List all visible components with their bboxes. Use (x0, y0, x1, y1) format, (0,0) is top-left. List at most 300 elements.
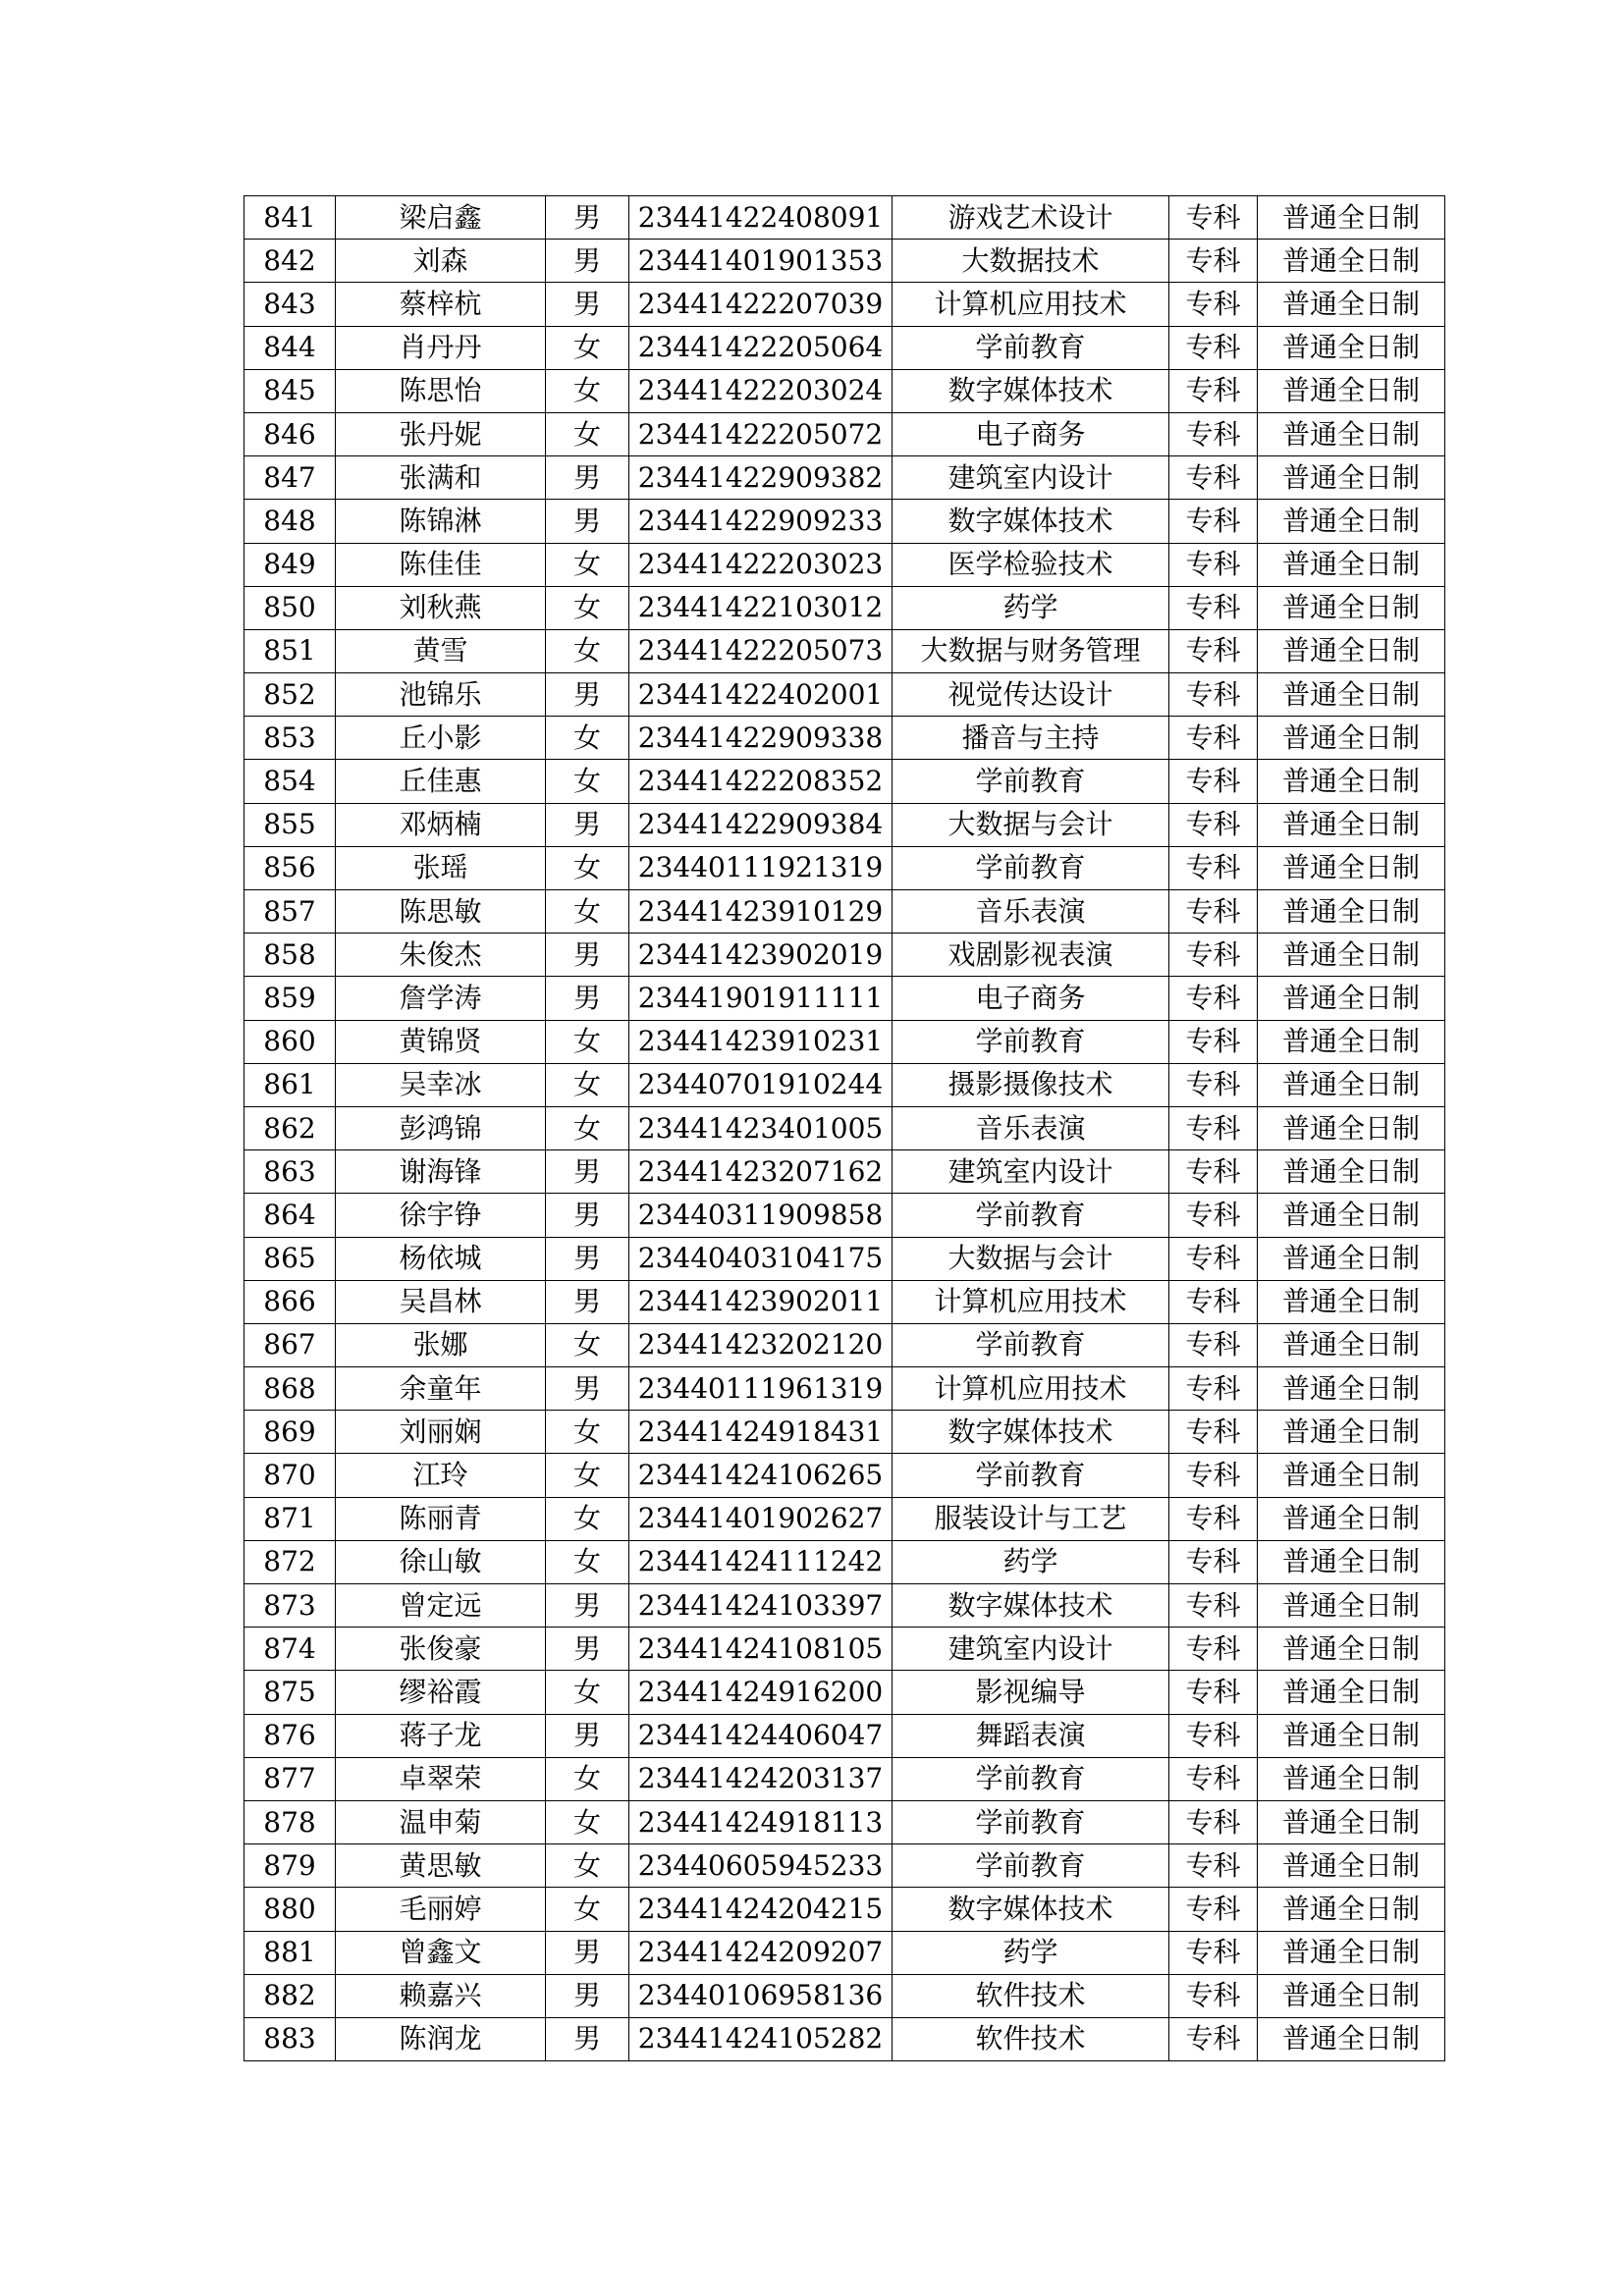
cell-level: 专科 (1169, 1020, 1258, 1063)
cell-gender: 男 (546, 500, 629, 543)
cell-gender: 男 (546, 1714, 629, 1757)
cell-student-name: 陈丽青 (336, 1497, 546, 1540)
cell-gender: 男 (546, 1584, 629, 1628)
cell-seq-no: 855 (244, 803, 336, 846)
cell-study-mode: 普通全日制 (1258, 1280, 1445, 1323)
cell-study-mode: 普通全日制 (1258, 1063, 1445, 1106)
table-row (244, 1671, 1445, 1714)
cell-student-name: 蔡梓杭 (336, 283, 546, 326)
table-row (244, 760, 1445, 803)
cell-major: 建筑室内设计 (893, 456, 1169, 500)
cell-gender: 女 (546, 717, 629, 760)
cell-major: 数字媒体技术 (893, 500, 1169, 543)
cell-exam-id: 23441423401005 (629, 1106, 893, 1149)
cell-seq-no: 875 (244, 1671, 336, 1714)
cell-seq-no: 866 (244, 1280, 336, 1323)
cell-gender: 男 (546, 1237, 629, 1280)
cell-student-name: 张俊豪 (336, 1628, 546, 1671)
cell-student-name: 卓翠荣 (336, 1757, 546, 1800)
table-row (244, 803, 1445, 846)
cell-seq-no: 876 (244, 1714, 336, 1757)
cell-study-mode: 普通全日制 (1258, 1367, 1445, 1411)
cell-level: 专科 (1169, 240, 1258, 283)
cell-gender: 男 (546, 1150, 629, 1194)
table-row (244, 412, 1445, 455)
cell-seq-no: 858 (244, 934, 336, 977)
cell-major: 学前教育 (893, 326, 1169, 369)
cell-gender: 女 (546, 1497, 629, 1540)
table-row (244, 1106, 1445, 1149)
cell-seq-no: 869 (244, 1411, 336, 1454)
cell-major: 影视编导 (893, 1671, 1169, 1714)
cell-seq-no: 845 (244, 369, 336, 412)
cell-major: 电子商务 (893, 977, 1169, 1020)
cell-exam-id: 23441422103012 (629, 586, 893, 629)
cell-student-name: 陈思怡 (336, 369, 546, 412)
cell-major: 大数据技术 (893, 240, 1169, 283)
cell-student-name: 吴幸冰 (336, 1063, 546, 1106)
cell-exam-id: 23441424209207 (629, 1931, 893, 1974)
cell-gender: 男 (546, 1280, 629, 1323)
cell-major: 医学检验技术 (893, 543, 1169, 586)
table-row (244, 1800, 1445, 1843)
cell-major: 音乐表演 (893, 890, 1169, 934)
cell-major: 学前教育 (893, 1020, 1169, 1063)
cell-study-mode: 普通全日制 (1258, 629, 1445, 672)
cell-exam-id: 23441422402001 (629, 673, 893, 717)
cell-study-mode: 普通全日制 (1258, 1628, 1445, 1671)
cell-exam-id: 23441424111242 (629, 1540, 893, 1583)
cell-study-mode: 普通全日制 (1258, 586, 1445, 629)
cell-level: 专科 (1169, 977, 1258, 1020)
cell-major: 软件技术 (893, 1974, 1169, 2017)
cell-seq-no: 860 (244, 1020, 336, 1063)
cell-level: 专科 (1169, 1757, 1258, 1800)
cell-level: 专科 (1169, 1974, 1258, 2017)
cell-exam-id: 23441424103397 (629, 1584, 893, 1628)
cell-major: 数字媒体技术 (893, 1584, 1169, 1628)
cell-exam-id: 23441424918431 (629, 1411, 893, 1454)
cell-gender: 女 (546, 326, 629, 369)
cell-study-mode: 普通全日制 (1258, 1497, 1445, 1540)
cell-study-mode: 普通全日制 (1258, 846, 1445, 889)
cell-student-name: 杨依城 (336, 1237, 546, 1280)
cell-level: 专科 (1169, 629, 1258, 672)
cell-exam-id: 23441424406047 (629, 1714, 893, 1757)
cell-exam-id: 23441422909382 (629, 456, 893, 500)
cell-level: 专科 (1169, 543, 1258, 586)
cell-gender: 男 (546, 240, 629, 283)
cell-study-mode: 普通全日制 (1258, 543, 1445, 586)
cell-seq-no: 847 (244, 456, 336, 500)
cell-exam-id: 23441422205073 (629, 629, 893, 672)
cell-exam-id: 23440106958136 (629, 1974, 893, 2017)
table-row (244, 977, 1445, 1020)
cell-level: 专科 (1169, 1714, 1258, 1757)
cell-exam-id: 23441901911111 (629, 977, 893, 1020)
cell-exam-id: 23441424918113 (629, 1800, 893, 1843)
cell-level: 专科 (1169, 890, 1258, 934)
cell-study-mode: 普通全日制 (1258, 673, 1445, 717)
cell-exam-id: 23441424916200 (629, 1671, 893, 1714)
cell-exam-id: 23441423207162 (629, 1150, 893, 1194)
cell-level: 专科 (1169, 412, 1258, 455)
cell-exam-id: 23441423902011 (629, 1280, 893, 1323)
cell-study-mode: 普通全日制 (1258, 1888, 1445, 1931)
cell-study-mode: 普通全日制 (1258, 2017, 1445, 2060)
table-row (244, 1757, 1445, 1800)
cell-student-name: 陈锦淋 (336, 500, 546, 543)
cell-seq-no: 864 (244, 1194, 336, 1237)
cell-student-name: 张娜 (336, 1323, 546, 1366)
student-roster-table (244, 195, 1445, 2061)
cell-exam-id: 23441422203024 (629, 369, 893, 412)
cell-exam-id: 23441422208352 (629, 760, 893, 803)
cell-major: 学前教育 (893, 1844, 1169, 1888)
cell-study-mode: 普通全日制 (1258, 1757, 1445, 1800)
cell-seq-no: 872 (244, 1540, 336, 1583)
cell-seq-no: 856 (244, 846, 336, 889)
cell-exam-id: 23441422909384 (629, 803, 893, 846)
cell-student-name: 温申菊 (336, 1800, 546, 1843)
cell-seq-no: 863 (244, 1150, 336, 1194)
cell-major: 服装设计与工艺 (893, 1497, 1169, 1540)
cell-gender: 女 (546, 1106, 629, 1149)
cell-student-name: 曾鑫文 (336, 1931, 546, 1974)
cell-major: 视觉传达设计 (893, 673, 1169, 717)
cell-major: 舞蹈表演 (893, 1714, 1169, 1757)
cell-level: 专科 (1169, 760, 1258, 803)
cell-gender: 男 (546, 1628, 629, 1671)
cell-major: 数字媒体技术 (893, 1888, 1169, 1931)
table-row (244, 1237, 1445, 1280)
table-row (244, 1020, 1445, 1063)
table-row (244, 1844, 1445, 1888)
table-row (244, 1497, 1445, 1540)
cell-study-mode: 普通全日制 (1258, 1584, 1445, 1628)
cell-seq-no: 877 (244, 1757, 336, 1800)
cell-exam-id: 23441422207039 (629, 283, 893, 326)
cell-exam-id: 23441422408091 (629, 196, 893, 240)
cell-study-mode: 普通全日制 (1258, 1931, 1445, 1974)
cell-level: 专科 (1169, 717, 1258, 760)
cell-major: 计算机应用技术 (893, 1367, 1169, 1411)
cell-gender: 女 (546, 1671, 629, 1714)
cell-major: 学前教育 (893, 1800, 1169, 1843)
cell-student-name: 蒋子龙 (336, 1714, 546, 1757)
cell-level: 专科 (1169, 1888, 1258, 1931)
cell-seq-no: 881 (244, 1931, 336, 1974)
cell-major: 学前教育 (893, 1757, 1169, 1800)
cell-student-name: 谢海锋 (336, 1150, 546, 1194)
cell-level: 专科 (1169, 586, 1258, 629)
table-row (244, 369, 1445, 412)
cell-student-name: 徐山敏 (336, 1540, 546, 1583)
table-row (244, 586, 1445, 629)
cell-exam-id: 23440605945233 (629, 1844, 893, 1888)
table-row (244, 1931, 1445, 1974)
cell-gender: 女 (546, 1844, 629, 1888)
cell-level: 专科 (1169, 1671, 1258, 1714)
cell-gender: 女 (546, 586, 629, 629)
cell-seq-no: 846 (244, 412, 336, 455)
cell-major: 药学 (893, 1540, 1169, 1583)
table-row (244, 240, 1445, 283)
cell-level: 专科 (1169, 1323, 1258, 1366)
cell-student-name: 梁启鑫 (336, 196, 546, 240)
table-row (244, 629, 1445, 672)
cell-seq-no: 879 (244, 1844, 336, 1888)
cell-major: 摄影摄像技术 (893, 1063, 1169, 1106)
cell-level: 专科 (1169, 500, 1258, 543)
cell-major: 数字媒体技术 (893, 369, 1169, 412)
cell-exam-id: 23441423910129 (629, 890, 893, 934)
table-row (244, 543, 1445, 586)
cell-student-name: 徐宇铮 (336, 1194, 546, 1237)
cell-study-mode: 普通全日制 (1258, 1323, 1445, 1366)
cell-study-mode: 普通全日制 (1258, 1454, 1445, 1497)
cell-gender: 女 (546, 1063, 629, 1106)
table-row (244, 283, 1445, 326)
cell-gender: 女 (546, 1540, 629, 1583)
cell-exam-id: 23440701910244 (629, 1063, 893, 1106)
cell-student-name: 毛丽婷 (336, 1888, 546, 1931)
cell-seq-no: 852 (244, 673, 336, 717)
cell-major: 电子商务 (893, 412, 1169, 455)
cell-level: 专科 (1169, 1150, 1258, 1194)
cell-seq-no: 857 (244, 890, 336, 934)
cell-seq-no: 873 (244, 1584, 336, 1628)
cell-level: 专科 (1169, 1497, 1258, 1540)
cell-major: 数字媒体技术 (893, 1411, 1169, 1454)
cell-major: 学前教育 (893, 1454, 1169, 1497)
cell-major: 计算机应用技术 (893, 283, 1169, 326)
cell-student-name: 缪裕霞 (336, 1671, 546, 1714)
cell-gender: 女 (546, 629, 629, 672)
cell-student-name: 丘小影 (336, 717, 546, 760)
cell-exam-id: 23440403104175 (629, 1237, 893, 1280)
cell-gender: 女 (546, 846, 629, 889)
cell-study-mode: 普通全日制 (1258, 1150, 1445, 1194)
cell-study-mode: 普通全日制 (1258, 240, 1445, 283)
cell-level: 专科 (1169, 1540, 1258, 1583)
cell-study-mode: 普通全日制 (1258, 934, 1445, 977)
cell-student-name: 江玲 (336, 1454, 546, 1497)
cell-student-name: 丘佳惠 (336, 760, 546, 803)
cell-major: 大数据与会计 (893, 1237, 1169, 1280)
cell-student-name: 曾定远 (336, 1584, 546, 1628)
cell-seq-no: 859 (244, 977, 336, 1020)
cell-exam-id: 23441423202120 (629, 1323, 893, 1366)
cell-seq-no: 878 (244, 1800, 336, 1843)
cell-gender: 男 (546, 1367, 629, 1411)
cell-exam-id: 23440311909858 (629, 1194, 893, 1237)
cell-study-mode: 普通全日制 (1258, 1020, 1445, 1063)
cell-study-mode: 普通全日制 (1258, 1714, 1445, 1757)
cell-exam-id: 23441422203023 (629, 543, 893, 586)
cell-seq-no: 841 (244, 196, 336, 240)
cell-gender: 女 (546, 1323, 629, 1366)
cell-exam-id: 23441423902019 (629, 934, 893, 977)
cell-major: 大数据与会计 (893, 803, 1169, 846)
table-row (244, 456, 1445, 500)
cell-study-mode: 普通全日制 (1258, 760, 1445, 803)
cell-student-name: 彭鸿锦 (336, 1106, 546, 1149)
cell-study-mode: 普通全日制 (1258, 1974, 1445, 2017)
cell-study-mode: 普通全日制 (1258, 369, 1445, 412)
table-row (244, 196, 1445, 240)
cell-major: 大数据与财务管理 (893, 629, 1169, 672)
cell-study-mode: 普通全日制 (1258, 196, 1445, 240)
cell-level: 专科 (1169, 1194, 1258, 1237)
cell-level: 专科 (1169, 803, 1258, 846)
cell-study-mode: 普通全日制 (1258, 1106, 1445, 1149)
cell-study-mode: 普通全日制 (1258, 717, 1445, 760)
cell-student-name: 陈润龙 (336, 2017, 546, 2060)
cell-level: 专科 (1169, 456, 1258, 500)
cell-level: 专科 (1169, 369, 1258, 412)
cell-gender: 女 (546, 1800, 629, 1843)
table-row (244, 1454, 1445, 1497)
cell-major: 播音与主持 (893, 717, 1169, 760)
table-row (244, 1714, 1445, 1757)
cell-exam-id: 23441422909233 (629, 500, 893, 543)
table-row (244, 500, 1445, 543)
cell-study-mode: 普通全日制 (1258, 803, 1445, 846)
cell-study-mode: 普通全日制 (1258, 1844, 1445, 1888)
cell-student-name: 刘丽娴 (336, 1411, 546, 1454)
cell-exam-id: 23440111961319 (629, 1367, 893, 1411)
cell-exam-id: 23441422205064 (629, 326, 893, 369)
cell-gender: 女 (546, 543, 629, 586)
cell-gender: 男 (546, 803, 629, 846)
cell-seq-no: 865 (244, 1237, 336, 1280)
cell-student-name: 张满和 (336, 456, 546, 500)
cell-student-name: 詹学涛 (336, 977, 546, 1020)
cell-student-name: 余童年 (336, 1367, 546, 1411)
cell-level: 专科 (1169, 1931, 1258, 1974)
cell-gender: 女 (546, 1757, 629, 1800)
cell-level: 专科 (1169, 846, 1258, 889)
table-body (244, 196, 1445, 2061)
cell-exam-id: 23441423910231 (629, 1020, 893, 1063)
cell-level: 专科 (1169, 283, 1258, 326)
cell-level: 专科 (1169, 673, 1258, 717)
cell-major: 游戏艺术设计 (893, 196, 1169, 240)
cell-gender: 男 (546, 977, 629, 1020)
cell-student-name: 陈思敏 (336, 890, 546, 934)
cell-study-mode: 普通全日制 (1258, 1237, 1445, 1280)
cell-gender: 女 (546, 1020, 629, 1063)
cell-student-name: 刘森 (336, 240, 546, 283)
cell-seq-no: 867 (244, 1323, 336, 1366)
table-row (244, 1974, 1445, 2017)
table-row (244, 846, 1445, 889)
cell-seq-no: 871 (244, 1497, 336, 1540)
cell-gender: 女 (546, 1888, 629, 1931)
cell-gender: 女 (546, 369, 629, 412)
cell-level: 专科 (1169, 1411, 1258, 1454)
cell-major: 计算机应用技术 (893, 1280, 1169, 1323)
cell-student-name: 肖丹丹 (336, 326, 546, 369)
cell-study-mode: 普通全日制 (1258, 977, 1445, 1020)
cell-student-name: 刘秋燕 (336, 586, 546, 629)
cell-gender: 女 (546, 412, 629, 455)
cell-exam-id: 23441422205072 (629, 412, 893, 455)
cell-major: 学前教育 (893, 760, 1169, 803)
cell-major: 学前教育 (893, 1323, 1169, 1366)
cell-major: 学前教育 (893, 1194, 1169, 1237)
cell-study-mode: 普通全日制 (1258, 890, 1445, 934)
cell-major: 建筑室内设计 (893, 1150, 1169, 1194)
table-row (244, 1367, 1445, 1411)
cell-seq-no: 844 (244, 326, 336, 369)
cell-exam-id: 23441401902627 (629, 1497, 893, 1540)
cell-level: 专科 (1169, 1367, 1258, 1411)
table-row (244, 326, 1445, 369)
cell-level: 专科 (1169, 1106, 1258, 1149)
table-row (244, 1280, 1445, 1323)
table-row (244, 1584, 1445, 1628)
cell-exam-id: 23441424108105 (629, 1628, 893, 1671)
cell-gender: 女 (546, 890, 629, 934)
cell-gender: 女 (546, 1454, 629, 1497)
table-row (244, 934, 1445, 977)
cell-major: 软件技术 (893, 2017, 1169, 2060)
cell-study-mode: 普通全日制 (1258, 1540, 1445, 1583)
table-row (244, 890, 1445, 934)
cell-study-mode: 普通全日制 (1258, 456, 1445, 500)
cell-study-mode: 普通全日制 (1258, 412, 1445, 455)
cell-major: 药学 (893, 586, 1169, 629)
table-row (244, 1323, 1445, 1366)
cell-level: 专科 (1169, 1800, 1258, 1843)
cell-study-mode: 普通全日制 (1258, 283, 1445, 326)
cell-seq-no: 868 (244, 1367, 336, 1411)
cell-level: 专科 (1169, 326, 1258, 369)
cell-seq-no: 843 (244, 283, 336, 326)
cell-seq-no: 874 (244, 1628, 336, 1671)
cell-student-name: 张瑶 (336, 846, 546, 889)
cell-student-name: 邓炳楠 (336, 803, 546, 846)
cell-seq-no: 870 (244, 1454, 336, 1497)
cell-gender: 男 (546, 2017, 629, 2060)
cell-seq-no: 854 (244, 760, 336, 803)
cell-seq-no: 850 (244, 586, 336, 629)
table-row (244, 717, 1445, 760)
cell-level: 专科 (1169, 1063, 1258, 1106)
cell-student-name: 吴昌林 (336, 1280, 546, 1323)
cell-level: 专科 (1169, 1584, 1258, 1628)
cell-exam-id: 23441422909338 (629, 717, 893, 760)
cell-study-mode: 普通全日制 (1258, 1411, 1445, 1454)
cell-level: 专科 (1169, 1280, 1258, 1323)
cell-major: 戏剧影视表演 (893, 934, 1169, 977)
cell-exam-id: 23441424203137 (629, 1757, 893, 1800)
cell-gender: 男 (546, 196, 629, 240)
cell-seq-no: 861 (244, 1063, 336, 1106)
cell-major: 药学 (893, 1931, 1169, 1974)
cell-seq-no: 882 (244, 1974, 336, 2017)
table-row (244, 1063, 1445, 1106)
cell-gender: 男 (546, 673, 629, 717)
cell-seq-no: 862 (244, 1106, 336, 1149)
cell-major: 学前教育 (893, 846, 1169, 889)
cell-level: 专科 (1169, 934, 1258, 977)
document-page (244, 195, 1444, 2061)
cell-level: 专科 (1169, 1844, 1258, 1888)
cell-level: 专科 (1169, 196, 1258, 240)
